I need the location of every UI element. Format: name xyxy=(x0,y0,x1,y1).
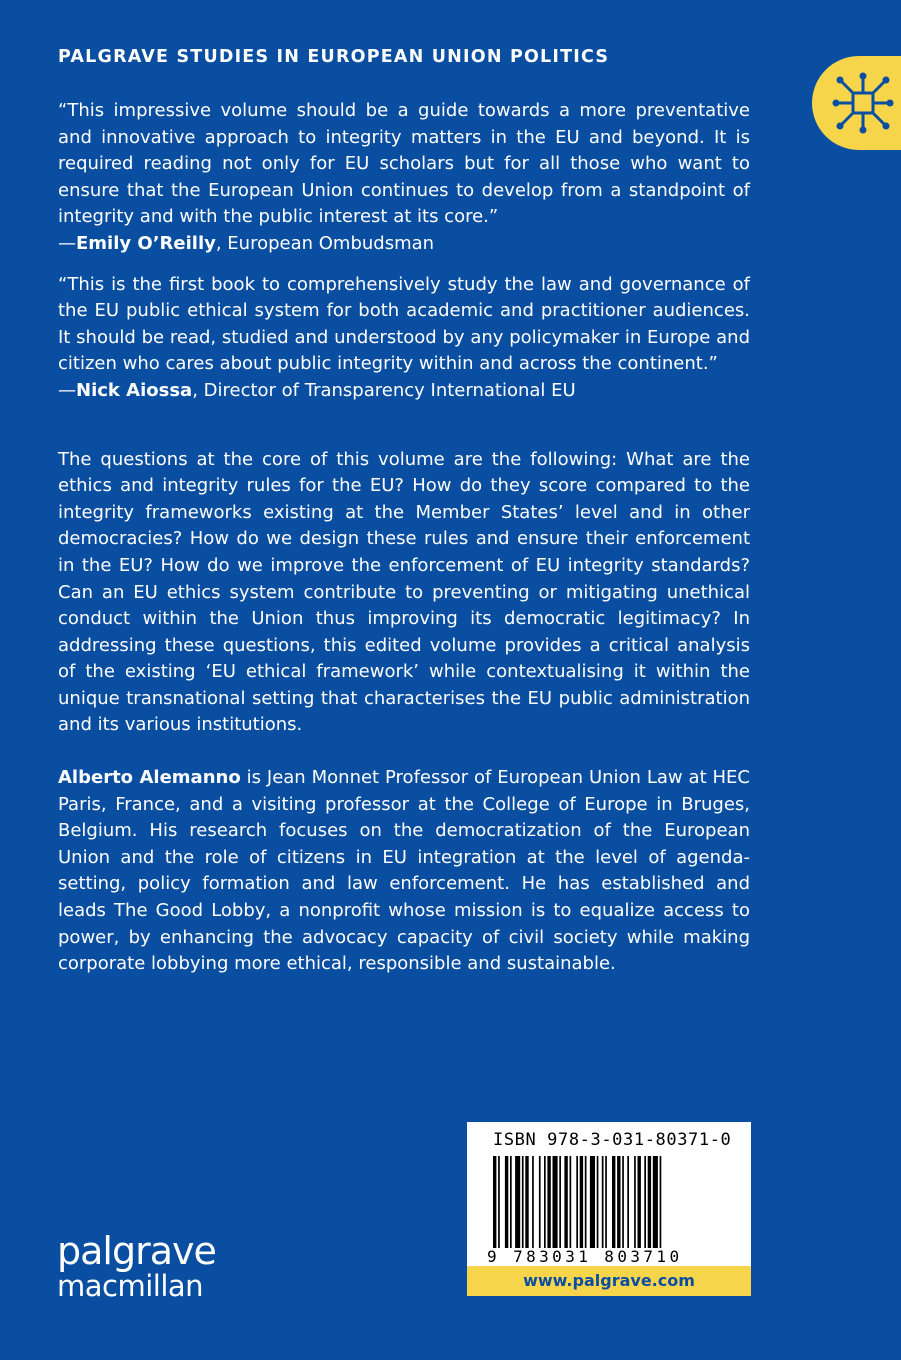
barcode-bar xyxy=(564,1156,567,1248)
barcode-bar xyxy=(627,1156,629,1248)
barcode-bar xyxy=(617,1156,620,1248)
barcode-bar xyxy=(605,1156,607,1248)
quote-1 xyxy=(58,98,750,258)
barcode-bar xyxy=(544,1156,546,1248)
barcode-digits: 9 783031 803710 xyxy=(487,1247,683,1266)
barcode-bar xyxy=(585,1156,587,1248)
barcode-bar xyxy=(539,1156,541,1248)
barcode-bar xyxy=(602,1156,604,1248)
quote-2-role: , Director of Transparency International EU xyxy=(192,379,576,401)
quote-1-text: “This impressive volume should be a guide towards a more preventative and innovative approach to integrity matters in the EU and beyond. It is required reading not only for EU scholars but for all those who want to ensure that the European Union continues to develop from a standpoint of integrity and with the public interest at its core.” xyxy=(58,100,750,228)
barcode-bar xyxy=(597,1156,599,1248)
publisher-logo-line2: macmillan xyxy=(57,1269,204,1303)
barcode-bar xyxy=(653,1156,658,1248)
circuit-chip-icon xyxy=(828,68,898,138)
series-badge xyxy=(812,56,901,150)
barcode-bar xyxy=(522,1156,524,1248)
barcode-bar xyxy=(553,1156,558,1248)
barcode-bar xyxy=(515,1156,520,1248)
quote-1-role: , European Ombudsman xyxy=(215,232,435,254)
author-bio xyxy=(58,765,750,978)
barcode-bar xyxy=(648,1156,651,1248)
quote-1-attribution: —Emily O’Reilly, European Ombudsman xyxy=(58,232,435,254)
barcode-bar xyxy=(660,1156,662,1248)
quote-1-name: Emily O’Reilly xyxy=(76,232,216,254)
barcode-bar xyxy=(570,1156,572,1248)
author-name: Alberto Alemanno xyxy=(58,767,241,789)
quote-2-attribution: —Nick Aiossa, Director of Transparency International EU xyxy=(58,379,576,401)
quote-2-text: “This is the first book to comprehensively study the law and governance of the EU public ethical system for both academic and practitioner audiences. It should be read, studied and understood by any policymaker in Europe and citizen who cares about public integrity within and across the continent.” xyxy=(58,273,750,375)
barcode-bar xyxy=(510,1156,512,1248)
barcode-block xyxy=(467,1122,751,1296)
back-cover-text xyxy=(58,98,750,978)
barcode-bar xyxy=(498,1156,500,1248)
barcode-bar xyxy=(590,1156,595,1248)
barcode-bar xyxy=(644,1156,646,1248)
barcode-bar xyxy=(559,1156,561,1248)
barcode-bar xyxy=(505,1156,508,1248)
series-title: PALGRAVE STUDIES IN EUROPEAN UNION POLITICS xyxy=(58,47,610,67)
barcode-icon xyxy=(493,1156,725,1248)
barcode-bar xyxy=(532,1156,534,1248)
isbn-label: ISBN 978-3-031-80371-0 xyxy=(493,1130,732,1150)
book-description: The questions at the core of this volume are the following: What are the ethics and integrity rules for the EU? How do they score compared to the integrity frameworks existing at the Member States’ level and in other democracies? How do we design these rules and ensure their enforcement in the EU? How do we improve the enforcement of EU integrity standards? Can an EU ethics system contribute to preventing or mitigating unethical conduct within the Union thus improving its democratic legitimacy? In addressing these questions, this edited volume provides a critical analysis of the existing ‘EU ethical framework’ while contextualising it within the unique transnational setting that characterises the EU public administration and its various institutions. xyxy=(58,448,750,736)
barcode-bar xyxy=(547,1156,550,1248)
quote-2 xyxy=(58,272,750,405)
barcode-bar xyxy=(576,1156,578,1248)
barcode-bar xyxy=(634,1156,636,1248)
author-bio-text: is Jean Monnet Professor of European Union Law at HEC Paris, France, and a visiting professor at the College of Europe in Bruges, Belgium. His research focuses on the democratization of the European Union and the role of citizens in EU integration at the level of agenda-setting, policy formation and law enforcement. He has established and leads The Good Lobby, a nonprofit whose mission is to equalize access to power, by enhancing the advocacy capacity of civil society while making corporate lobbying more ethical, responsible and sustainable. xyxy=(58,767,751,975)
barcode-bar xyxy=(638,1156,641,1248)
publisher-logo-line1: palgrave xyxy=(57,1229,216,1273)
publisher-logo xyxy=(57,1229,216,1303)
quote-2-name: Nick Aiossa xyxy=(76,379,193,401)
barcode-bar xyxy=(580,1156,583,1248)
barcode-bar xyxy=(612,1156,615,1248)
barcode-bar xyxy=(622,1156,624,1248)
website-link[interactable]: www.palgrave.com xyxy=(467,1266,751,1296)
barcode-bar xyxy=(525,1156,528,1248)
barcode-bar xyxy=(493,1156,496,1248)
